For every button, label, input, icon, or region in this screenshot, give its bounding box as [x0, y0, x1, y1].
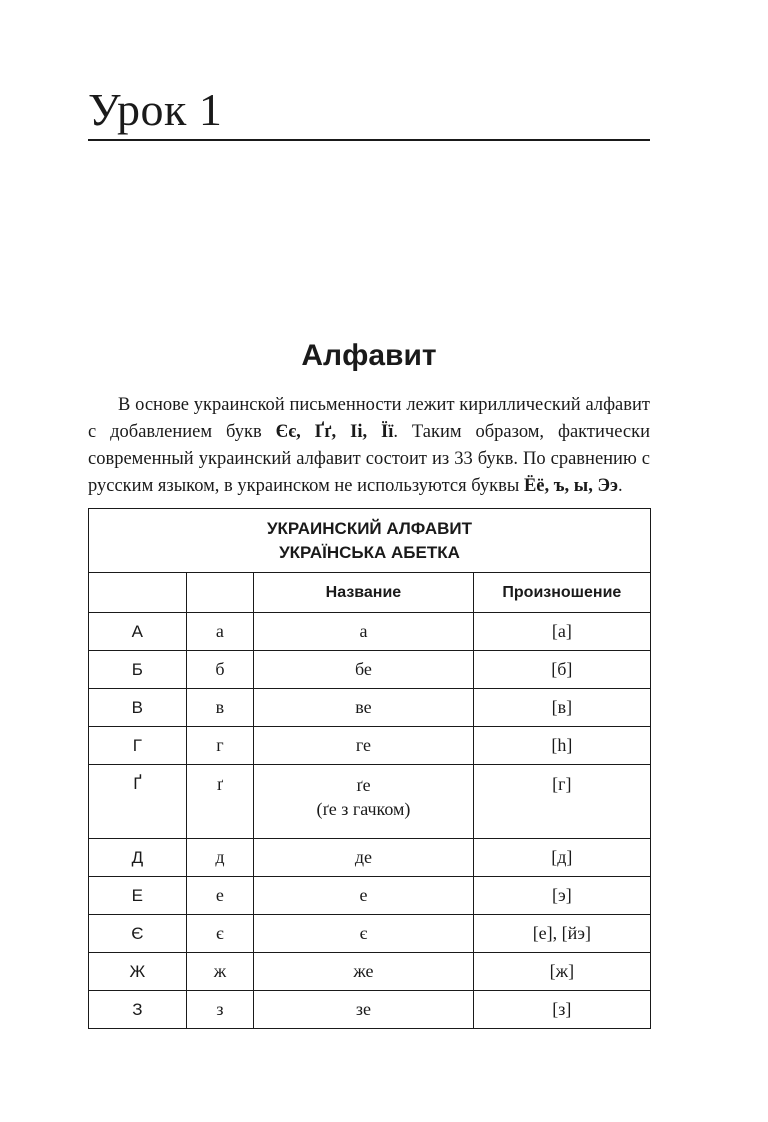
letter-name-note: (ґе з гачком) — [316, 799, 411, 819]
lowercase-letter: а — [186, 613, 253, 651]
table-row — [89, 689, 651, 727]
table-caption-ru: УКРАИНСКИЙ АЛФАВИТ — [266, 518, 473, 538]
letter-name — [254, 727, 474, 765]
letter-name — [254, 915, 474, 953]
lowercase-letter: е — [186, 877, 253, 915]
pronunciation: [ж] — [473, 953, 650, 991]
pronunciation: [h] — [473, 727, 650, 765]
intro-paragraph — [88, 392, 650, 500]
table-row — [89, 613, 651, 651]
uppercase-letter: В — [89, 689, 187, 727]
table-row — [89, 915, 651, 953]
header-name: Название — [254, 573, 474, 613]
letter-name-text: ґе — [356, 775, 371, 795]
table-caption-uk: УКРАЇНСЬКА АБЕТКА — [279, 542, 460, 562]
table-row — [89, 651, 651, 689]
letter-name-text: же — [353, 961, 374, 981]
letter-name-text: бе — [354, 659, 372, 679]
uppercase-letter: З — [89, 991, 187, 1029]
pronunciation: [д] — [473, 839, 650, 877]
intro-text-part3: . — [618, 476, 623, 496]
table-row — [89, 839, 651, 877]
uppercase-letter: Д — [89, 839, 187, 877]
letter-name-text: ге — [355, 735, 371, 755]
lowercase-letter: г — [186, 727, 253, 765]
letter-name-text: де — [354, 847, 373, 867]
lowercase-letter: з — [186, 991, 253, 1029]
lowercase-letter: є — [186, 915, 253, 953]
letter-name-text: ве — [355, 697, 372, 717]
intro-missing-letters: Ёё, ъ, ы, Ээ — [523, 476, 619, 496]
alphabet-table — [88, 508, 651, 1029]
header-pronunciation: Произношение — [473, 573, 650, 613]
table-row — [89, 953, 651, 991]
uppercase-letter: Ж — [89, 953, 187, 991]
uppercase-letter: Є — [89, 915, 187, 953]
uppercase-letter: Г — [89, 727, 187, 765]
letter-name — [254, 953, 474, 991]
intro-text-part2: . Таким образом, фактически современный украинский алфавит состоит из 33 букв. По сравнению с русским языком, в украинском не используются буквы — [88, 422, 650, 496]
letter-name — [254, 877, 474, 915]
table-row — [89, 991, 651, 1029]
table-caption-row — [89, 509, 651, 573]
lowercase-letter: в — [186, 689, 253, 727]
lesson-title: Урок 1 — [88, 84, 223, 135]
table-row — [89, 727, 651, 765]
uppercase-letter: Б — [89, 651, 187, 689]
section-title: Алфавит — [301, 339, 437, 372]
pronunciation: [э] — [473, 877, 650, 915]
letter-name — [254, 651, 474, 689]
pronunciation: [б] — [473, 651, 650, 689]
lowercase-letter: ж — [186, 953, 253, 991]
header-lowercase — [186, 573, 253, 613]
pronunciation: [в] — [473, 689, 650, 727]
lowercase-letter: д — [186, 839, 253, 877]
alphabet-table-body — [89, 613, 651, 1029]
table-row — [89, 877, 651, 915]
intro-text-part1: В основе украинской письменности лежит кириллический алфавит с добавлением букв — [88, 395, 650, 442]
uppercase-letter: Ґ — [89, 765, 187, 839]
uppercase-letter: Е — [89, 877, 187, 915]
uppercase-letter: А — [89, 613, 187, 651]
letter-name — [254, 765, 474, 839]
letter-name — [254, 613, 474, 651]
pronunciation: [е], [йэ] — [473, 915, 650, 953]
letter-name — [254, 839, 474, 877]
letter-name — [254, 689, 474, 727]
letter-name-text: зе — [355, 999, 371, 1019]
pronunciation: [а] — [473, 613, 650, 651]
table-header-row — [89, 573, 651, 613]
letter-name-text: е — [359, 885, 368, 905]
table-row — [89, 765, 651, 839]
table-caption — [89, 509, 651, 573]
lowercase-letter: б — [186, 651, 253, 689]
title-divider — [88, 139, 650, 141]
lowercase-letter: ґ — [186, 765, 253, 839]
letter-name-text: а — [359, 621, 368, 641]
intro-added-letters: Єє, Ґґ, Іі, Її — [275, 422, 394, 442]
letter-name-text: є — [359, 923, 368, 943]
letter-name — [254, 991, 474, 1029]
pronunciation: [г] — [473, 765, 650, 839]
header-uppercase — [89, 573, 187, 613]
pronunciation: [з] — [473, 991, 650, 1029]
